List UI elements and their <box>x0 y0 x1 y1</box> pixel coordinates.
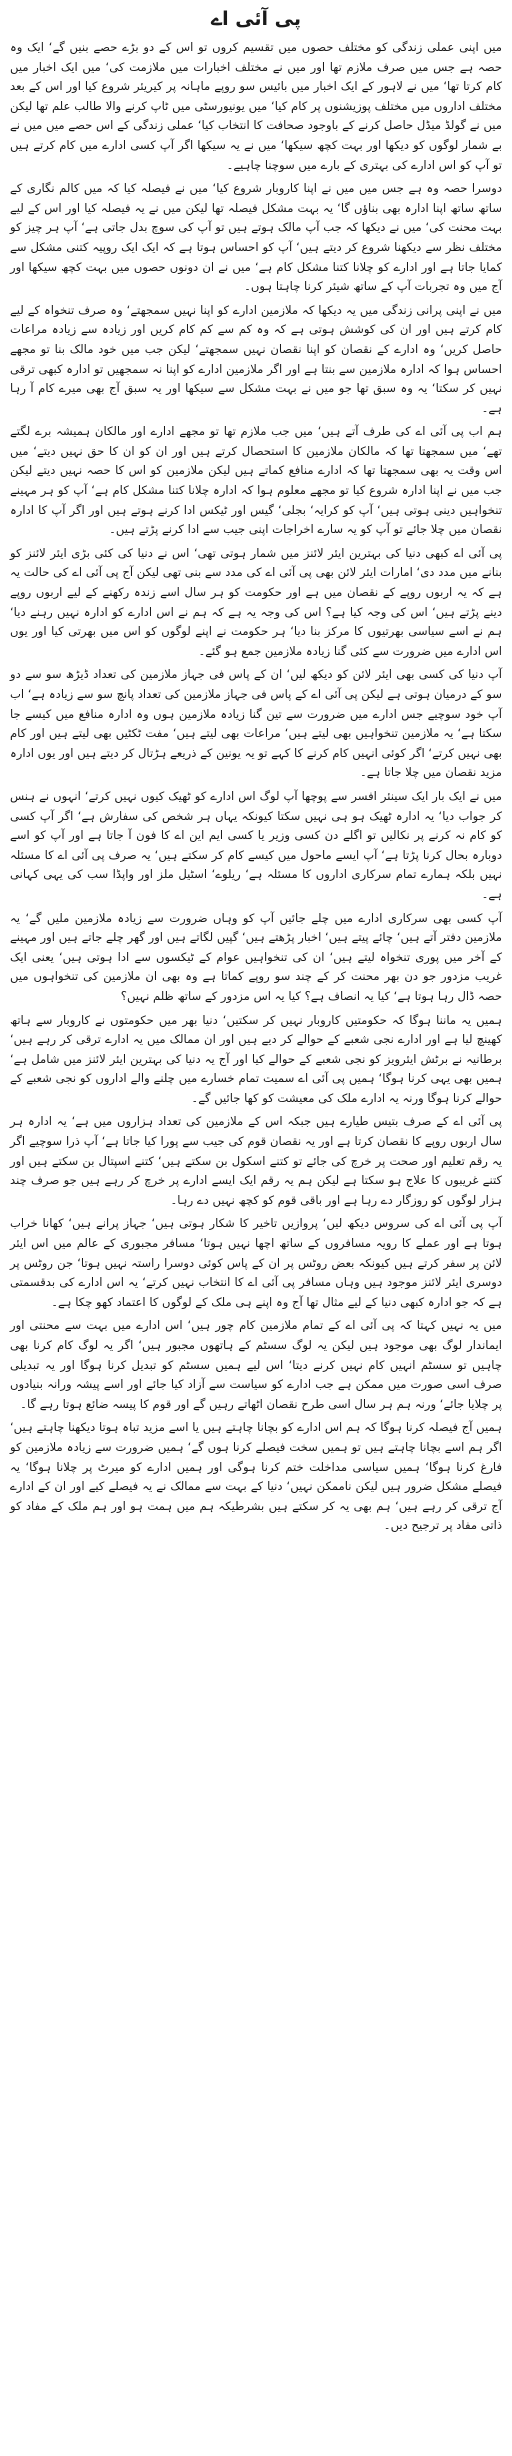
article-paragraph: میں نے اپنی پرانی زندگی میں یہ دیکھا کہ ملازمین ادارے کو اپنا نہیں سمجھتے‘ وہ صرف تنخواہ کے لیے کام کرتے ہیں اور ان کی کوشش ہوتی ہے کہ وہ کم سے کم کام کریں اور زیادہ سے زیادہ مراعات حاصل کریں‘ وہ ادارے کے نقصان کو اپنا نقصان نہیں سمجھتے‘ لیکن جب میں خود مالک بنا تو مجھے احساس ہوا کہ ادارہ ملازمین سے بنتا ہے اور اگر ملازمین ادارے کو اپنا نہ سمجھیں تو ادارہ کبھی ترقی نہیں کر سکتا‘ یہ وہ سبق تھا جو میں نے بہت مشکل سے سیکھا اور یہ سبق آج بھی میرے کام آ رہا ہے۔ <box>10 302 502 415</box>
article-paragraph: ہمیں یہ ماننا ہوگا کہ حکومتیں کاروبار نہیں کر سکتیں‘ دنیا بھر میں حکومتوں نے کاروبار سے ہاتھ کھینچ لیا ہے اور ادارے نجی شعبے کے حوالے کر دیے ہیں اور ان ممالک میں یہ ادارے ترقی کر رہے ہیں‘ برطانیہ نے برٹش ایئرویز کو نجی شعبے کے حوالے کیا اور آج یہ دنیا کی بہترین ایئر لائنز میں شامل ہے‘ ہمیں بھی یہی کرنا ہوگا‘ ہمیں پی آئی اے سمیت تمام خسارے میں چلنے والے اداروں کو نجی شعبے کے حوالے کرنا ہوگا ورنہ یہ ادارے ملک کی معیشت کو کھا جائیں گے۔ <box>10 1012 502 1105</box>
article-paragraph: آپ دنیا کی کسی بھی ایئر لائن کو دیکھ لیں‘ ان کے پاس فی جہاز ملازمین کی تعداد ڈیڑھ سو سے دو سو کے درمیان ہوتی ہے لیکن پی آئی اے کے پاس فی جہاز ملازمین کی تعداد پانچ سو سے زیادہ ہے‘ اب آپ خود سوچیے جس ادارے میں ضرورت سے تین گنا زیادہ ملازمین ہوں وہ ادارہ منافع میں کیسے جا سکتا ہے‘ یہ ملازمین تنخواہیں بھی لیتے ہیں‘ مراعات بھی لیتے ہیں‘ مفت ٹکٹیں بھی لیتے ہیں اور کام بھی نہیں کرتے‘ اگر کوئی انہیں کام کرنے کا کہے تو یہ یونین کے ذریعے ہڑتال کر دیتے ہیں اور یوں ادارہ مزید نقصان میں چلا جاتا ہے۔ <box>10 667 502 780</box>
article-paragraph: آپ کسی بھی سرکاری ادارے میں چلے جائیں آپ کو وہاں ضرورت سے زیادہ ملازمین ملیں گے‘ یہ ملازمین دفتر آتے ہیں‘ چائے پیتے ہیں‘ اخبار پڑھتے ہیں‘ گپیں لگاتے ہیں اور گھر چلے جاتے ہیں اور مہینے کے آخر میں پوری تنخواہ لیتے ہیں‘ ان کی تنخواہیں عوام کے ٹیکسوں سے ادا ہوتی ہیں‘ یعنی ایک غریب مزدور جو دن بھر محنت کر کے چند سو روپے کماتا ہے وہ بھی ان ملازمین کی تنخواہوں میں حصہ ڈال رہا ہوتا ہے‘ کیا یہ انصاف ہے؟ کیا یہ اس مزدور کے ساتھ ظلم نہیں؟ <box>10 910 502 1003</box>
article-paragraph: ہمیں آج فیصلہ کرنا ہوگا کہ ہم اس ادارے کو بچانا چاہتے ہیں یا اسے مزید تباہ ہوتا دیکھنا چاہتے ہیں‘ اگر ہم اسے بچانا چاہتے ہیں تو ہمیں سخت فیصلے کرنا ہوں گے‘ ہمیں ضرورت سے زیادہ ملازمین کو فارغ کرنا ہوگا‘ ہمیں سیاسی مداخلت ختم کرنا ہوگی اور ہمیں ادارے کو میرٹ پر چلانا ہوگا‘ یہ فیصلے مشکل ضرور ہیں لیکن ناممکن نہیں‘ دنیا کے بہت سے ممالک نے یہ فیصلے کیے اور ان کے ادارے آج ترقی کر رہے ہیں‘ ہم بھی یہ کر سکتے ہیں بشرطیکہ ہم میں ہمت ہو اور ہم ملک کے مفاد کو ذاتی مفاد پر ترجیح دیں۔ <box>10 1420 502 1533</box>
article-body <box>10 38 502 1536</box>
article-paragraph: ہم اب پی آئی اے کی طرف آتے ہیں‘ میں جب ملازم تھا تو مجھے ادارے اور مالکان ہمیشہ برے لگتے تھے‘ میں سمجھتا تھا کہ مالکان ملازمین کا استحصال کرتے ہیں اور ان کو ان کا حق نہیں دیتے‘ میں اس وقت یہ بھی سمجھتا تھا کہ ادارے منافع کماتے ہیں لیکن ملازمین کو اس کا حصہ نہیں دیتے لیکن جب میں نے اپنا ادارہ شروع کیا تو مجھے معلوم ہوا کہ ادارہ چلانا کتنا مشکل کام ہے‘ آپ کو ہر مہینے تنخواہیں دینی ہوتی ہیں‘ آپ کو کرایہ‘ بجلی‘ گیس اور ٹیکس ادا کرنے ہوتے ہیں اور اگر آپ کا ادارہ نقصان میں چلا جائے تو آپ کو یہ سارے اخراجات اپنی جیب سے ادا کرنے پڑتے ہیں۔ <box>10 424 502 537</box>
article-paragraph: پی آئی اے کے صرف بتیس طیارے ہیں جبکہ اس کے ملازمین کی تعداد ہزاروں میں ہے‘ یہ ادارہ ہر سال اربوں روپے کا نقصان کرتا ہے اور یہ نقصان قوم کی جیب سے پورا کیا جاتا ہے‘ آپ ذرا سوچیے اگر یہ رقم تعلیم اور صحت پر خرچ کی جائے تو کتنے اسکول بن سکتے ہیں‘ کتنے اسپتال بن سکتے ہیں اور کتنے غریبوں کا علاج ہو سکتا ہے لیکن ہم یہ رقم ایک ایسے ادارے پر خرچ کر رہے ہیں جو صرف چند ہزار لوگوں کو روزگار دے رہا ہے اور باقی قوم کو کچھ نہیں دے رہا۔ <box>10 1114 502 1207</box>
article-paragraph: میں نے ایک بار ایک سینئر افسر سے پوچھا آپ لوگ اس ادارے کو ٹھیک کیوں نہیں کرتے‘ انہوں نے ہنس کر جواب دیا‘ یہ ادارہ ٹھیک ہو ہی نہیں سکتا کیونکہ یہاں ہر شخص کی سفارش ہے‘ اگر آپ کسی کو کام نہ کرنے پر نکالیں تو اگلے دن کسی وزیر یا کسی ایم این اے کا فون آ جاتا ہے اور آپ کو اسے دوبارہ بحال کرنا پڑتا ہے‘ آپ ایسے ماحول میں کیسے کام کر سکتے ہیں‘ یہ صرف پی آئی اے کا مسئلہ نہیں بلکہ ہمارے تمام سرکاری اداروں کا مسئلہ ہے‘ ریلوے‘ اسٹیل ملز اور واپڈا سب کی یہی کہانی ہے۔ <box>10 788 502 901</box>
article-paragraph: آپ پی آئی اے کی سروس دیکھ لیں‘ پروازیں تاخیر کا شکار ہوتی ہیں‘ جہاز پرانے ہیں‘ کھانا خراب ہوتا ہے اور عملے کا رویہ مسافروں کے ساتھ اچھا نہیں ہوتا‘ مسافر مجبوری کے عالم میں اس ایئر لائن پر سفر کرتے ہیں کیونکہ بعض روٹس پر ان کے پاس کوئی دوسرا راستہ نہیں ہوتا‘ جن روٹس پر دوسری ایئر لائنز موجود ہیں وہاں مسافر پی آئی اے کا انتخاب نہیں کرتے‘ یہ اس ادارے کی بدقسمتی ہے کہ جو ادارہ کبھی دنیا کے لیے مثال تھا آج وہ اپنے ہی ملک کے لوگوں کا اعتماد کھو چکا ہے۔ <box>10 1216 502 1309</box>
article-paragraph: میں اپنی عملی زندگی کو مختلف حصوں میں تقسیم کروں تو اس کے دو بڑے حصے بنیں گے‘ ایک وہ حصہ ہے جس میں صرف ملازم تھا اور میں نے مختلف اخبارات میں ملازمت کی‘ میں ایک اخبار میں کام کرتا تھا‘ میں نے لاہور کے ایک اخبار میں بائیس سو روپے ماہانہ پر کیریئر شروع کیا اور اس کے بعد مختلف اداروں میں مختلف پوزیشنوں پر کام کیا‘ میں یونیورسٹی میں ٹاپ کرنے والا طالب علم تھا لیکن میں نے گولڈ میڈل حاصل کرنے کے باوجود صحافت کا انتخاب کیا‘ عملی زندگی کے اس حصے میں میں نے بے شمار لوگوں کو دیکھا اور بہت کچھ سیکھا‘ میں نے یہ سیکھا اگر آپ کسی ادارے میں کام کرتے ہیں تو آپ کو اس ادارے کی بہتری کے بارے میں سوچنا چاہیے۔ <box>10 40 502 172</box>
article-paragraph: میں یہ نہیں کہتا کہ پی آئی اے کے تمام ملازمین کام چور ہیں‘ اس ادارے میں بہت سے محنتی اور ایماندار لوگ بھی موجود ہیں لیکن یہ لوگ سسٹم کے ہاتھوں مجبور ہیں‘ اگر یہ لوگ کام کرنا بھی چاہیں تو سسٹم انہیں کام نہیں کرنے دیتا‘ اس لیے ہمیں سسٹم کو تبدیل کرنا ہوگا اور یہ تبدیلی صرف اسی صورت میں ممکن ہے جب ادارے کو سیاست سے آزاد کیا جائے اور اسے پیشہ ورانہ بنیادوں پر چلایا جائے‘ ورنہ ہم ہر سال اسی طرح نقصان اٹھاتے رہیں گے اور قوم کا پیسہ ضائع ہوتا رہے گا۔ <box>10 1318 502 1411</box>
article-paragraph: پی آئی اے کبھی دنیا کی بہترین ایئر لائنز میں شمار ہوتی تھی‘ اس نے دنیا کی کئی بڑی ایئر لائنز کو بنانے میں مدد دی‘ امارات ایئر لائن بھی پی آئی اے کی مدد سے بنی تھی لیکن آج پی آئی اے کی حالت یہ ہے کہ یہ اربوں روپے کے نقصان میں ہے اور حکومت کو ہر سال اسے زندہ رکھنے کے لیے اربوں روپے دینے پڑتے ہیں‘ اس کی وجہ کیا ہے؟ اس کی وجہ یہ ہے کہ ہم نے اس ادارے کو ادارہ نہیں رہنے دیا‘ ہم نے اسے سیاسی بھرتیوں کا مرکز بنا دیا‘ ہر حکومت نے اپنے لوگوں کو اس میں بھرتی کیا اور یوں اس ادارے میں ضرورت سے کئی گنا زیادہ ملازمین جمع ہو گئے۔ <box>10 545 502 658</box>
article-paragraph: دوسرا حصہ وہ ہے جس میں میں نے اپنا کاروبار شروع کیا‘ میں نے فیصلہ کیا کہ میں کالم نگاری کے ساتھ ساتھ اپنا ادارہ بھی بناؤں گا‘ یہ بہت مشکل فیصلہ تھا لیکن میں نے یہ فیصلہ کیا اور اس کے لیے بہت محنت کی‘ میں نے دیکھا کہ جب آپ مالک ہوتے ہیں تو آپ کی سوچ بدل جاتی ہے‘ آپ ہر چیز کو مختلف نظر سے دیکھنا شروع کر دیتے ہیں‘ آپ کو احساس ہوتا ہے کہ ایک ایک روپیہ کتنی مشکل سے کمایا جاتا ہے اور ادارے کو چلانا کتنا مشکل کام ہے‘ میں نے ان دونوں حصوں میں بہت کچھ سیکھا اور آج میں وہ تجربات آپ کے ساتھ شیئر کرنا چاہتا ہوں۔ <box>10 181 502 294</box>
article-headline: پی آئی اے <box>210 8 302 30</box>
